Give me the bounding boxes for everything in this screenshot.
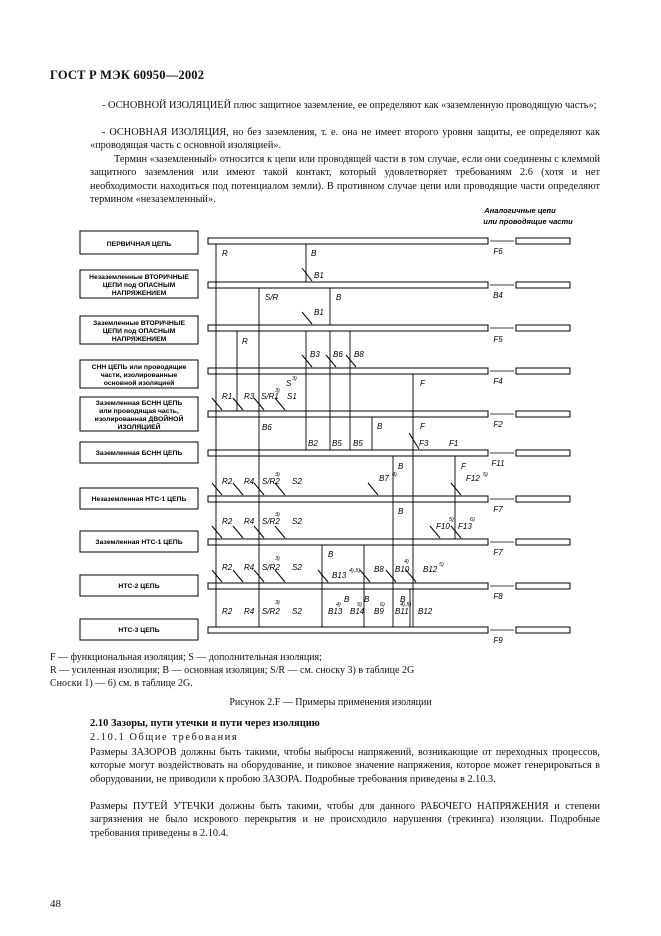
sup-F10-5: 5) [449, 517, 454, 523]
switch-R2-b [212, 526, 222, 538]
box-label-5a: Заземленная БСНН ЦЕПЬ [95, 400, 183, 407]
label-B-9c: B [400, 595, 406, 604]
label-B2: B2 [308, 439, 318, 448]
bar-8-right [516, 539, 570, 545]
label-B3: B3 [310, 350, 320, 359]
label-R2-a: R2 [222, 477, 233, 486]
bar-4-right [516, 368, 570, 374]
sup-B10-4: 4) [404, 559, 409, 565]
right-label-7: F7 [493, 505, 503, 514]
box-label-6: Заземленная БСНН ЦЕПЬ [95, 450, 183, 457]
label-B-1: B [311, 249, 317, 258]
switch-F12 [451, 483, 461, 495]
label-F-6: F [461, 462, 466, 471]
label-F-4: F [420, 379, 425, 388]
intro-paragraph-2: - ОСНОВНАЯ ИЗОЛЯЦИЯ, но без заземления, т. е. она не имеет второго уровня защиты, ее определяют как «проводящая часть с основной изоляцией». [90, 127, 600, 152]
label-F12: F12 [466, 474, 480, 483]
label-SR2-a: S/R2 [262, 477, 280, 486]
figure-caption: Рисунок 2.F — Примеры применения изоляции [229, 697, 432, 708]
label-R2-b: R2 [222, 517, 233, 526]
sup-S-3: 3) [292, 376, 297, 382]
legend-line-1: F — функциональная изоляция; S — дополнительная изоляция; [50, 652, 322, 663]
label-B1-top: B1 [314, 271, 324, 280]
label-R1: R1 [222, 392, 233, 401]
sup-d-3: 3) [275, 600, 280, 606]
label-SR-2: S/R [265, 293, 279, 302]
sup-B11-45: 4),5) [400, 602, 412, 608]
label-B12: B12 [423, 565, 438, 574]
box-label-10: НТС-3 ЦЕПЬ [118, 627, 160, 634]
bar-6-right [516, 450, 570, 456]
bar-5 [208, 411, 488, 417]
label-S2-d: S2 [292, 607, 302, 616]
sup-F12-5: 5) [483, 472, 488, 478]
bar-2 [208, 282, 488, 288]
bar-3 [208, 325, 488, 331]
right-label-1: F6 [493, 247, 503, 256]
label-B-9b: B [364, 595, 370, 604]
sup-B14-5: 5) [357, 602, 362, 608]
label-R4-d: R4 [244, 607, 255, 616]
right-label-5: F2 [493, 420, 503, 429]
right-label-2: B4 [493, 291, 503, 300]
section-paragraph-1: Размеры ЗАЗОРОВ должны быть такими, чтобы выбросы напряжений, возникающие от переходных процессов, которые могут воздействовать на оборудование, и пиковое значение напряжения, которое может генерироваться в оборудовании, не приводили к пробою ЗАЗОРА. Подробные требования приведены в 2.10.3. [90, 747, 600, 785]
box-label-3c: НАПРЯЖЕНИЕМ [111, 336, 167, 343]
label-F-5: F [420, 422, 425, 431]
label-S2-c: S2 [292, 563, 302, 572]
box-label-1: ПЕРВИЧНАЯ ЦЕПЬ [106, 241, 172, 248]
intro-paragraph-1: - ОСНОВНОЙ ИЗОЛЯЦИЕЙ плюс защитное заземление, ее определяют как «заземленную проводящую часть»; [102, 100, 597, 111]
label-SR2-b: S/R2 [262, 517, 280, 526]
box-label-4a: СНН ЦЕПЬ или проводящие [91, 364, 187, 371]
switch-B7 [368, 483, 378, 495]
bar-2-right [516, 282, 570, 288]
label-B13: B13 [332, 571, 347, 580]
label-F13: F13 [458, 522, 472, 531]
switch-R4-c [233, 570, 243, 582]
box-label-9: НТС-2 ЦЕПЬ [118, 583, 160, 590]
bar-7-right [516, 496, 570, 502]
switch-R2-c [212, 570, 222, 582]
label-F10: F10 [436, 522, 450, 531]
bar-10 [208, 627, 488, 633]
right-label-3: F5 [493, 335, 503, 344]
label-B5-a: B5 [332, 439, 342, 448]
label-B5-b: B5 [353, 439, 363, 448]
sup-B13-4: 4) [336, 602, 341, 608]
box-label-2a: Незаземленные ВТОРИЧНЫЕ [89, 274, 189, 281]
label-B14: B14 [350, 607, 365, 616]
bar-6 [208, 450, 488, 456]
switch-S2-b [275, 526, 285, 538]
switch-F1 [409, 433, 419, 449]
section-title: 2.10 Зазоры, пути утечки и пути через изоляцию [90, 718, 320, 729]
sup-B9-6: 6) [380, 602, 385, 608]
box-label-4b: части, изолированные [100, 372, 178, 379]
bar-9 [208, 583, 488, 589]
switch-R2-a [212, 483, 222, 495]
label-S1: S1 [287, 392, 297, 401]
bar-4 [208, 368, 488, 374]
sup-a-3: 3) [275, 472, 280, 478]
box-label-4c: основной изоляцией [103, 380, 175, 387]
label-B-9a: B [344, 595, 350, 604]
right-header-line1: Аналогичные цепи [484, 206, 556, 215]
label-B-8: B [328, 550, 334, 559]
label-R2-c: R2 [222, 563, 233, 572]
label-B10: B10 [395, 565, 410, 574]
sup-B7-4: 4) [392, 472, 397, 478]
right-label-8: F7 [493, 548, 503, 557]
label-B8-c: B8 [374, 565, 384, 574]
bar-8 [208, 539, 488, 545]
switch-R4-b [233, 526, 243, 538]
switch-B1-top [302, 268, 312, 281]
box-label-3b: ЦЕПИ под ОПАСНЫМ [102, 328, 176, 335]
label-B-5: B [377, 422, 383, 431]
sup-b-3: 3) [275, 512, 280, 518]
sup-B12-5: 5) [439, 562, 444, 568]
box-label-5d: ИЗОЛЯЦИЕЙ [117, 424, 161, 431]
intro-paragraph-3: Термин «заземленный» относится к цепи или проводящей части в том случае, если они соединены с клеммой защитного заземления или имеют такой контакт, который удовлетворяет требованиям 2.6 (хотя и нет необходимости находиться под потенциалом земли). В противном случае цепи или проводящие части определяют термином «незаземленный». [90, 154, 600, 206]
section-paragraph-2: Размеры ПУТЕЙ УТЕЧКИ должны быть такими, чтобы для данного РАБОЧЕГО НАПРЯЖЕНИЯ и степени загрязнения не было искрового перекрытия и не происходило нарушения (трекинга) изоляции. Подробные требования приведены в 2.10.4. [90, 801, 600, 839]
switch-R1 [212, 398, 222, 410]
subsection-title: 2.10.1 Общие требования [90, 732, 239, 743]
label-S: S [286, 379, 292, 388]
switch-B13 [318, 570, 328, 582]
bar-9-right [516, 583, 570, 589]
label-B7: B7 [379, 474, 389, 483]
label-B11: B11 [395, 607, 409, 616]
right-header-line2: или проводящие части [483, 217, 573, 226]
legend-line-3: Сноски 1) — 6) см. в таблице 2G. [50, 678, 193, 689]
bar-1 [208, 238, 488, 244]
label-F1: F1 [449, 439, 459, 448]
label-B-7: B [398, 507, 404, 516]
page-number: 48 [50, 898, 61, 910]
legend-line-2: R — усиленная изоляция; B — основная изоляция; S/R — см. сноску 3) в таблице 2G [50, 665, 415, 676]
document-header: ГОСТ Р МЭК 60950—2002 [50, 68, 205, 82]
bar-7 [208, 496, 488, 502]
sup-c-3: 3) [275, 556, 280, 562]
bar-1-right [516, 238, 570, 244]
right-label-6: F11 [491, 459, 505, 468]
label-SR1: S/R1 [261, 392, 279, 401]
bar-3-right [516, 325, 570, 331]
sup-F13-6: 6) [470, 517, 475, 523]
right-label-10: F9 [493, 636, 503, 645]
box-label-7: Незаземленная НТС-1 ЦЕПЬ [91, 496, 187, 503]
label-B9: B9 [374, 607, 384, 616]
box-label-2b: ЦЕПИ под ОПАСНЫМ [102, 282, 176, 289]
box-label-2c: НАПРЯЖЕНИЕМ [111, 290, 167, 297]
bar-5-right [516, 411, 570, 417]
right-label-4: F4 [493, 377, 503, 386]
label-B13-d: B13 [328, 607, 343, 616]
switch-R3 [233, 398, 243, 410]
sup-B13-45: 4),5) [349, 568, 361, 574]
label-R4-c: R4 [244, 563, 255, 572]
box-label-3a: Заземленные ВТОРИЧНЫЕ [92, 320, 186, 327]
label-B-6: B [398, 462, 404, 471]
box-label-5b: или проводящая часть, [99, 408, 179, 415]
label-B6-5: B6 [262, 423, 272, 432]
box-label-8: Заземленная НТС-1 ЦЕПЬ [95, 539, 183, 546]
box-label-5c: изолированная ДВОЙНОЙ [94, 416, 184, 423]
label-F3: F3 [419, 439, 429, 448]
bar-10-right [516, 627, 570, 633]
label-R4-a: R4 [244, 477, 255, 486]
switch-B1 [302, 312, 312, 324]
sup-S1-3: 3) [275, 388, 280, 394]
label-B-2: B [336, 293, 342, 302]
label-S2-b: S2 [292, 517, 302, 526]
switch-R4-a [233, 483, 243, 495]
label-B1: B1 [314, 308, 324, 317]
right-label-9: F8 [493, 592, 503, 601]
label-B6: B6 [333, 350, 343, 359]
label-B8: B8 [354, 350, 364, 359]
label-R4-b: R4 [244, 517, 255, 526]
label-R-3: R [242, 337, 248, 346]
label-SR2-d: S/R2 [262, 607, 280, 616]
label-SR2-c: S/R2 [262, 563, 280, 572]
label-R3: R3 [244, 392, 255, 401]
label-B12-d: B12 [418, 607, 433, 616]
label-R2-d: R2 [222, 607, 233, 616]
label-S2-a: S2 [292, 477, 302, 486]
label-R-1: R [222, 249, 228, 258]
switch-B8-c [360, 570, 370, 582]
